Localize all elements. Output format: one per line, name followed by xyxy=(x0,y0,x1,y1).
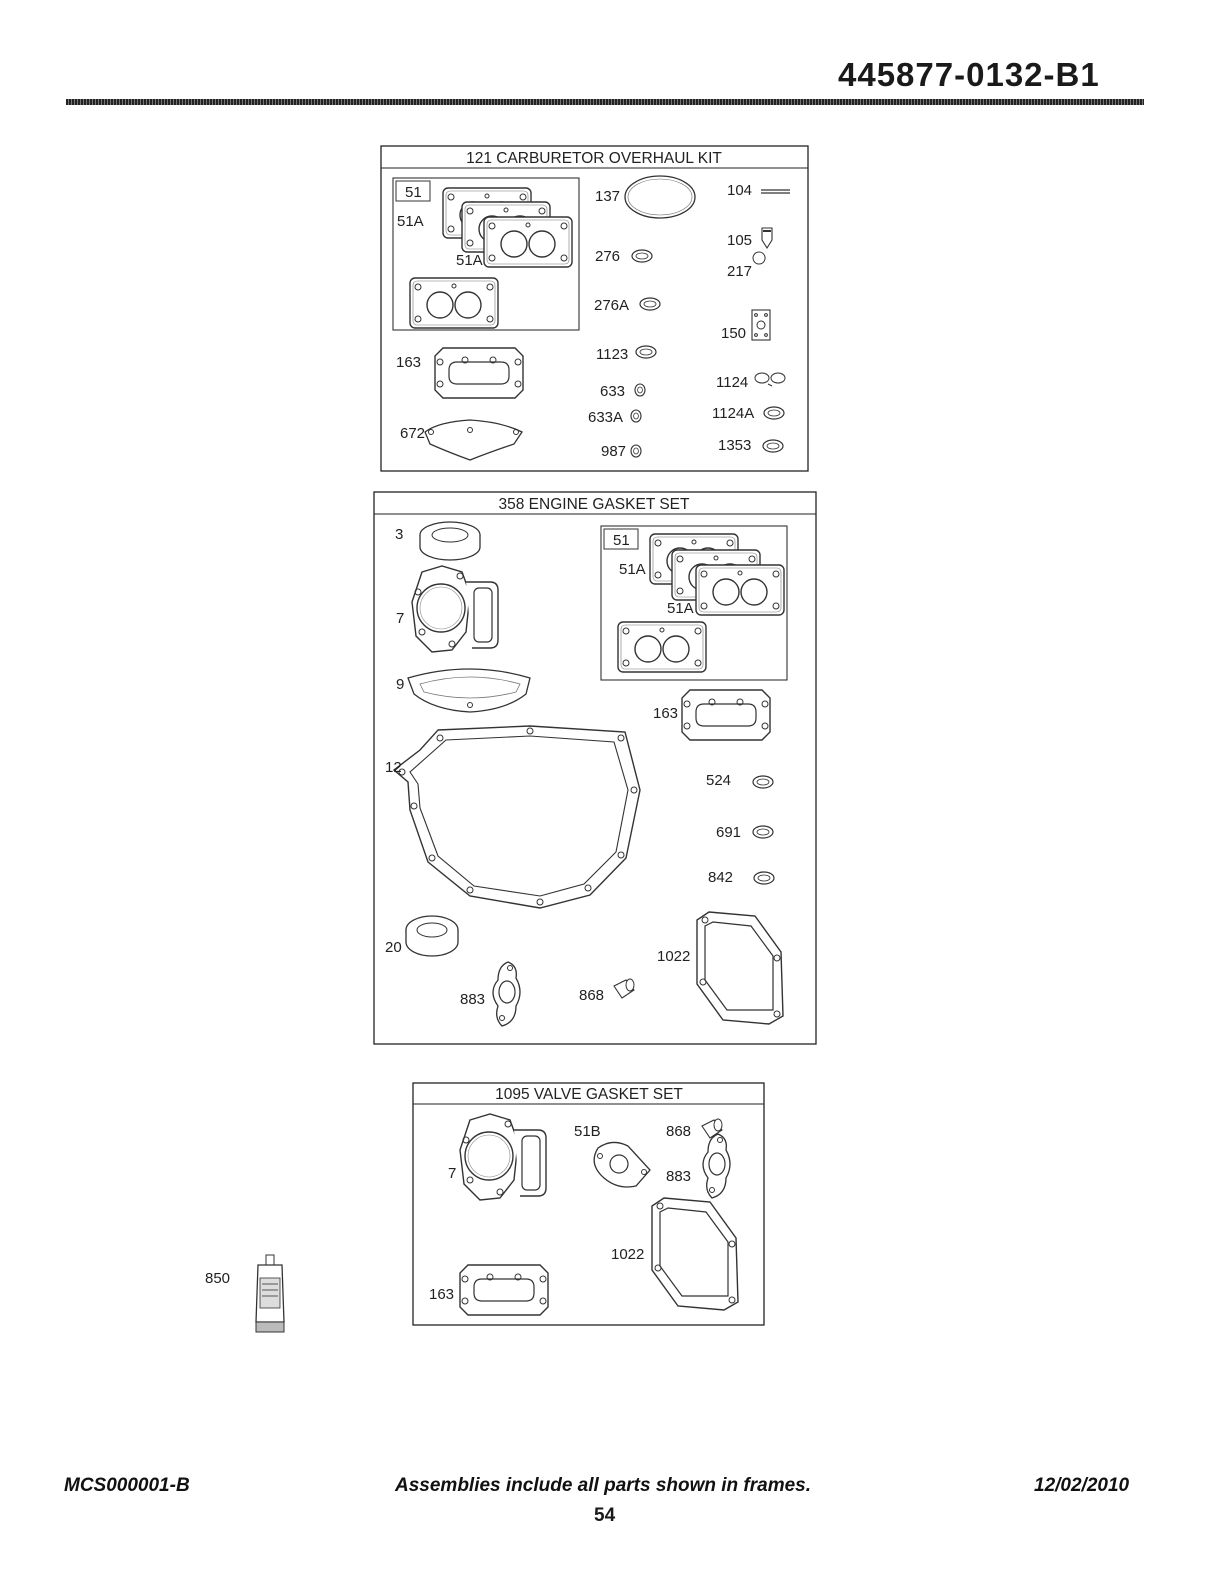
carburetor-gasket-51 xyxy=(410,278,498,328)
label-104: 104 xyxy=(727,182,753,199)
label-868: 868 xyxy=(666,1123,692,1140)
carburetor-kit-frame xyxy=(381,146,808,471)
engine-seal-20 xyxy=(406,916,458,956)
carburetor-oring-1353 xyxy=(763,440,783,452)
label-163: 163 xyxy=(429,1286,455,1303)
valve-kit-title: 1095 VALVE GASKET SET xyxy=(495,1086,683,1103)
document-number: 445877-0132-B1 xyxy=(838,56,1100,93)
carburetor-oring-276a xyxy=(640,298,660,310)
label-12: 12 xyxy=(385,759,402,776)
carburetor-gasket-163 xyxy=(435,348,523,398)
carburetor-gasket-672 xyxy=(425,420,522,460)
label-524: 524 xyxy=(706,772,732,789)
label-163: 163 xyxy=(653,705,679,722)
engine-oring-691 xyxy=(753,826,773,838)
carburetor-gasket-51a-front xyxy=(484,217,572,267)
label-1022: 1022 xyxy=(611,1246,645,1263)
carburetor-part-1124 xyxy=(755,373,785,386)
carburetor-kit-title: 121 CARBURETOR OVERHAUL KIT xyxy=(466,150,722,167)
engine-gasket-163 xyxy=(682,690,770,740)
label-672: 672 xyxy=(400,425,426,442)
carburetor-seal-633a xyxy=(631,410,641,422)
engine-oring-524 xyxy=(753,776,773,788)
valve-gasket-51b xyxy=(594,1142,650,1187)
footer-doc-code: MCS000001-B xyxy=(64,1475,190,1496)
carburetor-oring-137 xyxy=(625,176,695,218)
label-9: 9 xyxy=(396,676,405,693)
engine-gasket-set-frame xyxy=(374,492,816,1044)
label-842: 842 xyxy=(708,869,734,886)
engine-crankcase-gasket-12 xyxy=(394,726,640,908)
label-105: 105 xyxy=(727,232,753,249)
engine-head-gasket-7 xyxy=(412,566,498,652)
carburetor-oring-276 xyxy=(632,250,652,262)
label-20: 20 xyxy=(385,939,402,956)
label-3: 3 xyxy=(395,526,404,543)
label-633: 633 xyxy=(600,383,626,400)
carburetor-oring-1124a xyxy=(764,407,784,419)
engine-seal-3 xyxy=(420,522,480,560)
engine-valve-seal-868 xyxy=(614,979,634,998)
engine-gasket-9 xyxy=(408,669,530,712)
label-1353: 1353 xyxy=(718,437,752,454)
valve-cover-gasket-1022 xyxy=(652,1198,738,1310)
label-7: 7 xyxy=(448,1165,457,1182)
label-883: 883 xyxy=(666,1168,692,1185)
label-633a: 633A xyxy=(588,409,624,426)
label-883: 883 xyxy=(460,991,486,1008)
engine-gasket-883 xyxy=(493,962,520,1026)
valve-head-gasket-7 xyxy=(460,1114,546,1200)
label-51a: 51A xyxy=(667,600,694,617)
label-276: 276 xyxy=(595,248,621,265)
engine-gasket-51a-front xyxy=(696,565,784,615)
label-163: 163 xyxy=(396,354,422,371)
label-850: 850 xyxy=(205,1270,231,1287)
label-150: 150 xyxy=(721,325,747,342)
carburetor-oring-1123 xyxy=(636,346,656,358)
label-1124: 1124 xyxy=(716,374,749,391)
valve-gasket-set-frame xyxy=(413,1083,764,1325)
label-276a: 276A xyxy=(594,297,630,314)
carburetor-sub-frame-label: 51 xyxy=(405,184,422,201)
sealant-tube-850 xyxy=(256,1255,284,1332)
engine-sub-frame-label: 51 xyxy=(613,532,630,549)
valve-gasket-163 xyxy=(460,1265,548,1315)
label-217: 217 xyxy=(727,263,753,280)
label-51b: 51B xyxy=(574,1123,601,1140)
label-987: 987 xyxy=(601,443,627,460)
carburetor-seal-987 xyxy=(631,445,641,457)
label-51a: 51A xyxy=(397,213,424,230)
label-51a: 51A xyxy=(456,252,483,269)
page-number: 54 xyxy=(594,1505,616,1526)
label-137: 137 xyxy=(595,188,621,205)
label-1123: 1123 xyxy=(596,346,629,363)
label-1022: 1022 xyxy=(657,948,691,965)
label-868: 868 xyxy=(579,987,605,1004)
footer-date: 12/02/2010 xyxy=(1034,1475,1130,1496)
engine-valve-cover-gasket-1022 xyxy=(697,912,783,1024)
label-51a: 51A xyxy=(619,561,646,578)
footer-note: Assemblies include all parts shown in frames. xyxy=(395,1475,812,1496)
label-1124a: 1124A xyxy=(712,405,755,422)
carburetor-part-217 xyxy=(753,252,765,264)
engine-gasket-51 xyxy=(618,622,706,672)
engine-oring-842 xyxy=(754,872,774,884)
carburetor-seal-633 xyxy=(635,384,645,396)
label-691: 691 xyxy=(716,824,742,841)
valve-gasket-883 xyxy=(703,1134,730,1198)
label-7: 7 xyxy=(396,610,405,627)
engine-kit-title: 358 ENGINE GASKET SET xyxy=(498,496,690,513)
